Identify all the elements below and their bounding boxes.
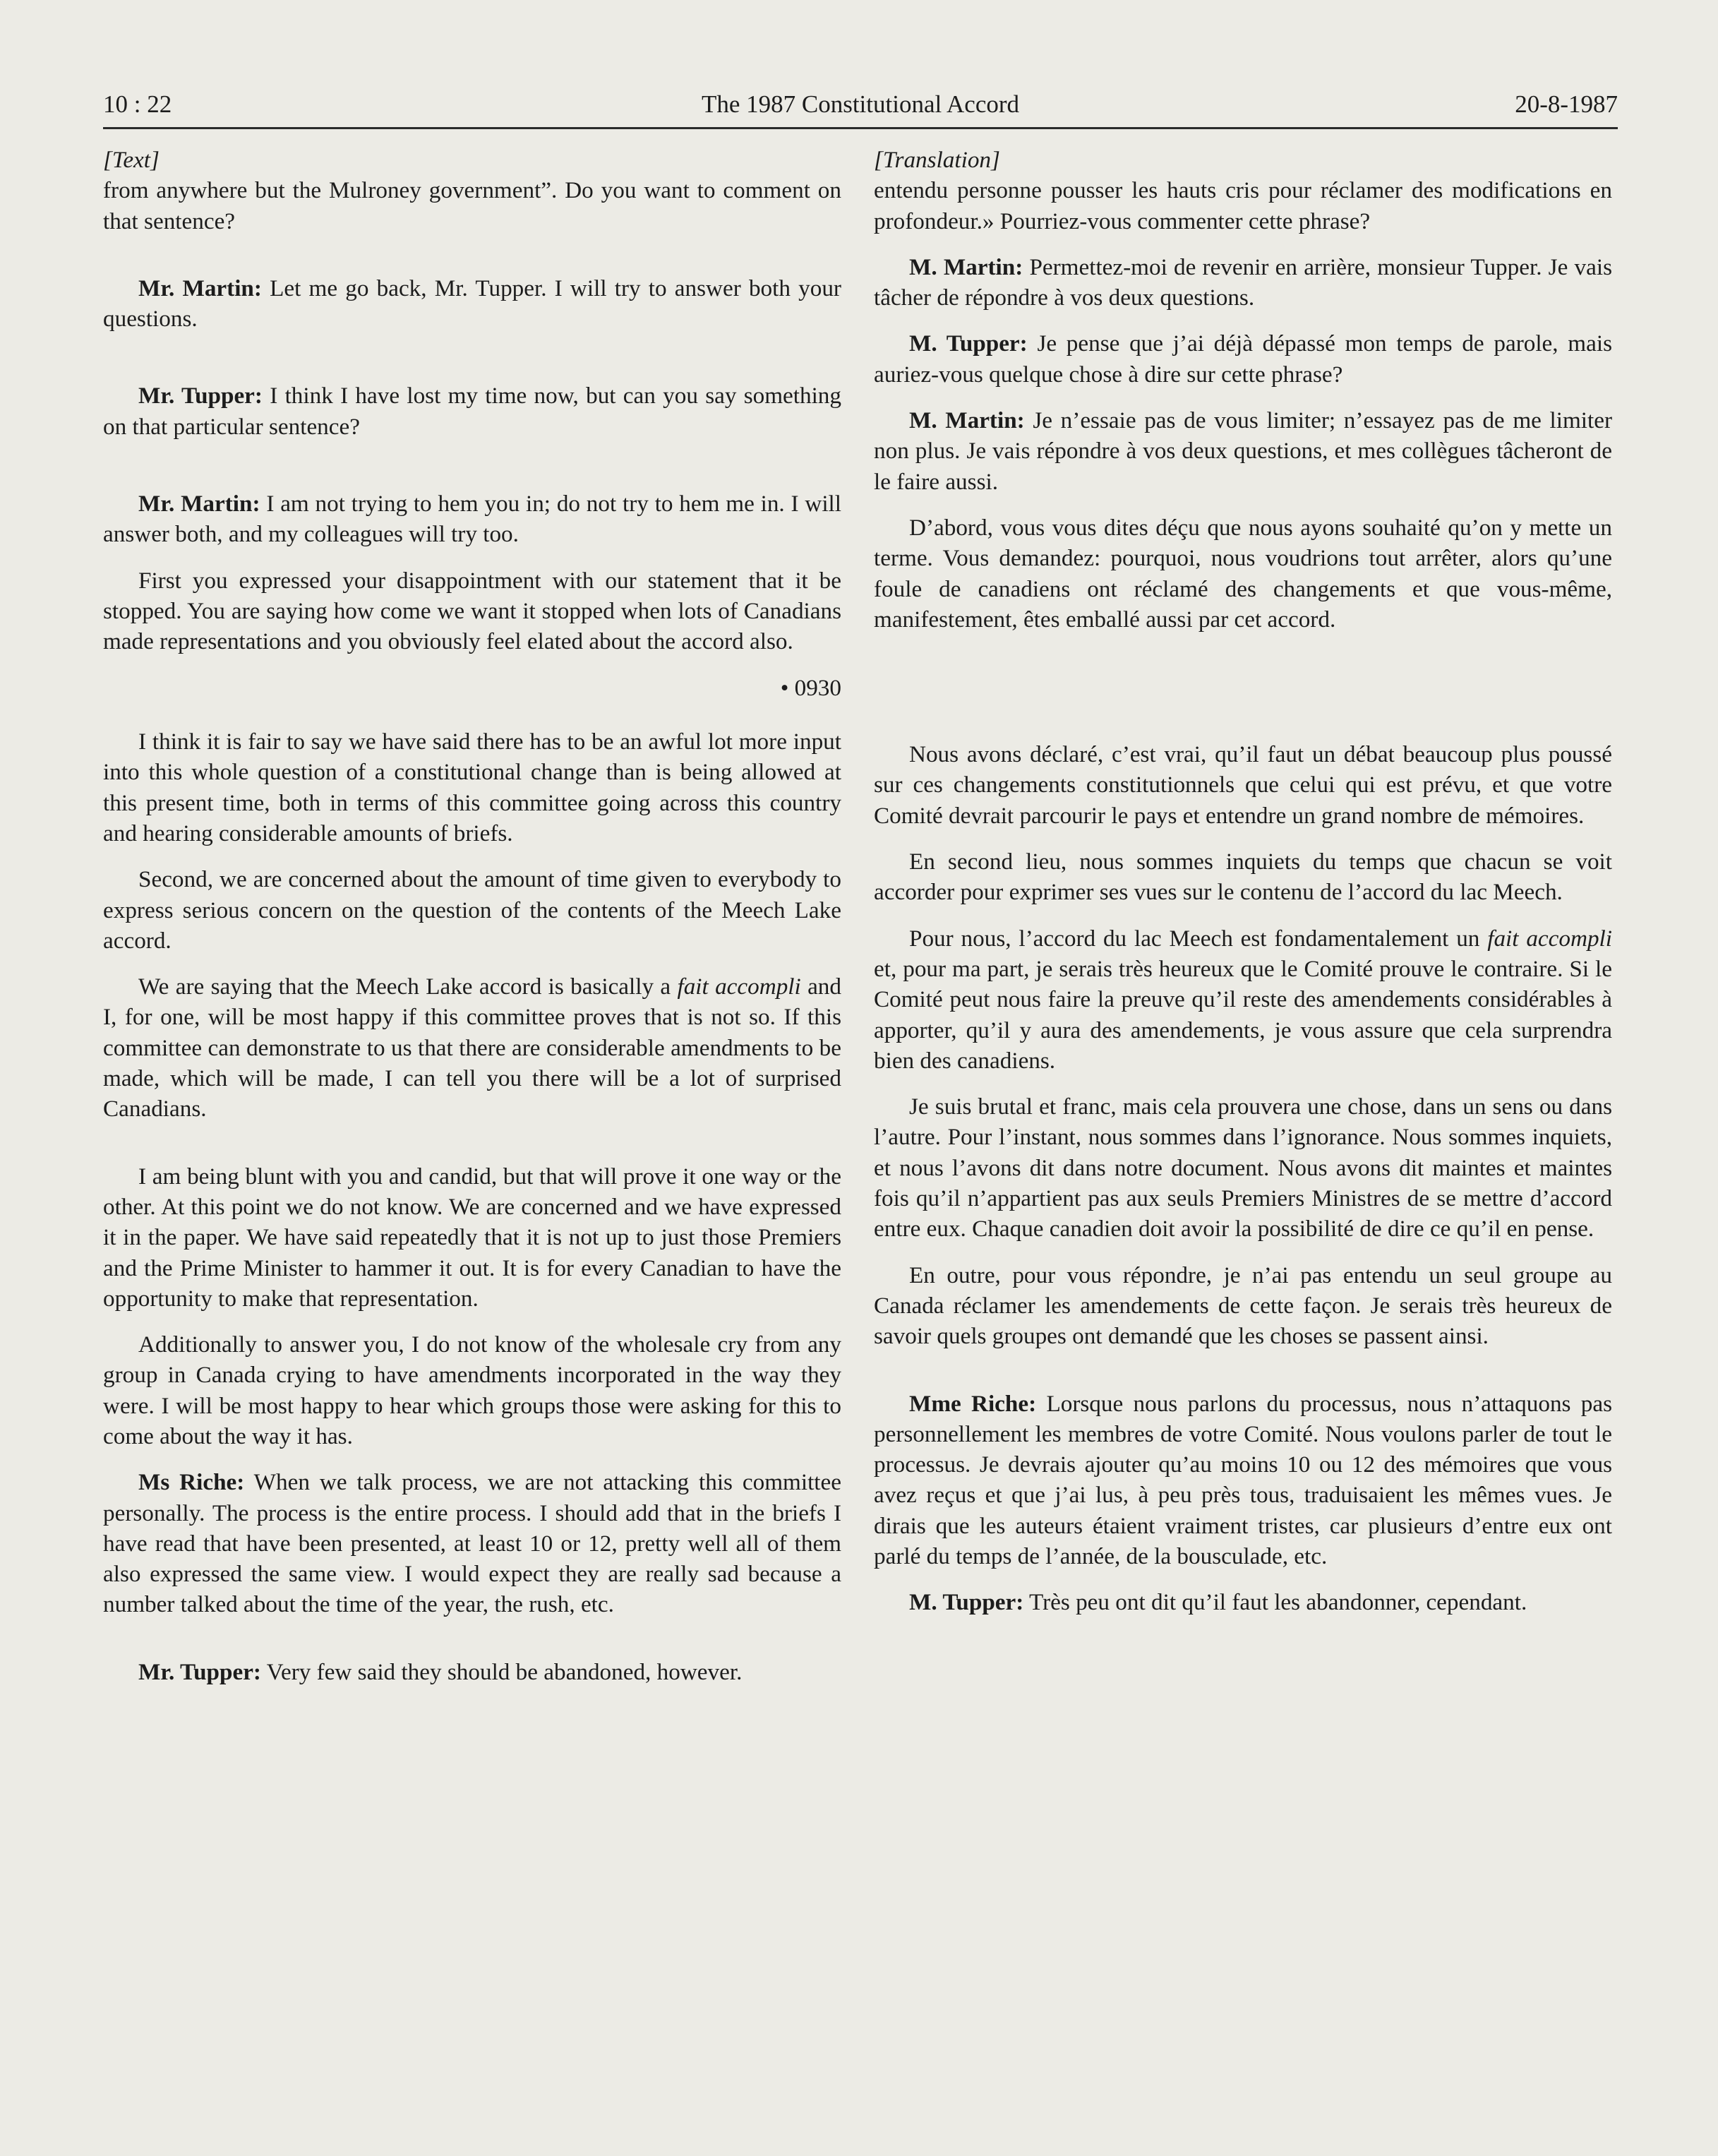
paragraph: We are saying that the Meech Lake accord is basically a fait accompli and I, for one, will be most happy if this committee proves that is not so. If this committee can demonstrate to us that there are considerable amendments to be made, which will be made, I can tell you there will be a lot of surprised Canadians. xyxy=(103,974,841,1122)
speech-text: Very few said they should be abandoned, however. xyxy=(260,1658,743,1685)
speech-text: Permettez-moi de revenir en arrière, monsieur Tupper. Je vais tâcher de répondre à vos deux questions. xyxy=(874,253,1612,311)
paragraph: Additionally to answer you, I do not know of the wholesale cry from any group in Canada crying to have amendments incorporated in the way they were. I will be most happy to hear which groups those were asking for this to come about the way it has. xyxy=(103,1331,841,1449)
speech-text: Let me go back, Mr. Tupper. I will try to answer both your questions. xyxy=(103,275,841,333)
publication-date: 20-8-1987 xyxy=(1515,90,1618,118)
speech-text: Je n’essaie pas de vous limiter; n’essayez pas de me limiter non plus. Je vais répondre à vos deux questions, et mes collègues tâcheront de le faire aussi. xyxy=(874,407,1612,495)
page-header xyxy=(103,85,1618,129)
paragraph xyxy=(103,489,841,550)
paragraph xyxy=(874,1389,1612,1572)
speaker-name: Mr. Tupper: xyxy=(138,1658,261,1685)
speaker-name: Mr. Martin: xyxy=(138,275,262,301)
speaker-name: Ms Riche: xyxy=(138,1469,245,1496)
paragraph: Nous avons déclaré, c’est vrai, qu’il faut un débat beaucoup plus poussé sur ces changements constitutionnels que celui qui est prévu, et que votre Comité devrait parcourir le pays et entendre un grand nombre de mémoires. xyxy=(874,741,1612,829)
paragraph: Je suis brutal et franc, mais cela prouvera une chose, dans un sens ou dans l’autre. Pour l’instant, nous sommes dans l’ignorance. Nous sommes inquiets, et nous l’avons dit dans notre document. Nous avons dit maintes et maintes fois qu’il n’appartient pas aux seuls Premiers Ministres de se mettre d’accord entre eux. Chaque canadien doit avoir la possibilité de dire ce qu’il en pense. xyxy=(874,1094,1612,1242)
text-label: [Text] xyxy=(103,147,160,173)
paragraph xyxy=(103,1467,841,1619)
paragraph xyxy=(874,405,1612,497)
paragraph xyxy=(103,1657,841,1687)
paragraph xyxy=(874,328,1612,390)
speaker-name: Mr. Martin: xyxy=(138,491,260,517)
column-gap xyxy=(874,635,1612,724)
paragraph: En outre, pour vous répondre, je n’ai pas entendu un seul groupe au Canada réclamer les amendements de cette façon. Je serais très heureux de savoir quels groupes ont demandé que les choses se passent ainsi. xyxy=(874,1262,1612,1350)
paragraph xyxy=(874,252,1612,313)
paragraph: En second lieu, nous sommes inquiets du temps que chacun se voit accorder pour exprimer ses vues sur le contenu de l’accord du lac Meech. xyxy=(874,849,1612,906)
time-marker: • 0930 xyxy=(780,674,841,701)
translation-label: [Translation] xyxy=(874,147,1000,173)
paragraph: D’abord, vous vous dites déçu que nous ayons souhaité qu’on y mette un terme. Vous demandez: pourquoi, nous voudrions tout arrêter, alors qu’une foule de canadiens ont réclamé des changements et que vous-même, manifestement, êtes emballé aussi par cet accord. xyxy=(874,514,1612,633)
paragraph: from anywhere but the Mulroney government”. Do you want to comment on that sentence? xyxy=(103,177,841,234)
french-column xyxy=(874,145,1612,1618)
paragraph: I am being blunt with you and candid, but that will prove it one way or the other. At this point we do not know. We are concerned and we have expressed it in the paper. We have said repeatedly that it is not up to just those Premiers and the Prime Minister to hammer it out. It is for every Canadian to have the opportunity to make that representation. xyxy=(103,1163,841,1312)
speech-text: I think I have lost my time now, but can you say something on that particular sentence? xyxy=(103,383,841,440)
paragraph: Second, we are concerned about the amount of time given to everybody to express serious concern on the question of the contents of the Meech Lake accord. xyxy=(103,866,841,954)
paragraph: First you expressed your disappointment with our statement that it be stopped. You are saying how come we want it stopped when lots of Canadians made representations and you obviously feel elated about the accord also. xyxy=(103,567,841,655)
paragraph: I think it is fair to say we have said there has to be an awful lot more input into this whole question of a constitutional change than is being allowed at this present time, both in terms of this committee going across this country and hearing considerable amounts of briefs. xyxy=(103,729,841,846)
speech-text: Lorsque nous parlons du processus, nous n’attaquons pas personnellement les membres de votre Comité. Nous voulons parler de tout le processus. Je devrais ajouter qu’au moins 10 ou 12 des mémoires que vous avez reçus et que j’ai lus, à peu près tous, traduisaient les mêmes vues. Je dirais que les auteurs étaient vraiment tristes, car plusieurs d’entre eux ont parlé du temps de l’année, de la bousculade, etc. xyxy=(874,1390,1612,1569)
speaker-name: M. Tupper: xyxy=(909,330,1028,357)
speech-text: Je pense que j’ai déjà dépassé mon temps de parole, mais auriez-vous quelque chose à dire sur cette phrase? xyxy=(874,330,1612,388)
paragraph xyxy=(103,273,841,335)
speaker-name: M. Martin: xyxy=(909,407,1025,434)
paragraph xyxy=(103,381,841,442)
italic-phrase: fait accompli xyxy=(1487,925,1612,952)
paragraph xyxy=(874,1587,1612,1617)
speech-text: Très peu ont dit qu’il faut les abandonner, cependant. xyxy=(1023,1589,1527,1616)
paragraph: Pour nous, l’accord du lac Meech est fondamentalement un fait accompli et, pour ma part, je serais très heureux que le Comité prouve le contraire. Si le Comité peut nous faire la preuve qu’il reste des amendements considérables à apporter, qu’il y aura des amendements, je vous assure que cela surprendra bien des canadiens. xyxy=(874,925,1612,1074)
italic-phrase: fait accompli xyxy=(677,974,801,1000)
english-column xyxy=(103,145,841,1687)
speaker-name: Mme Riche: xyxy=(909,1390,1037,1417)
page-number: 10 : 22 xyxy=(103,90,172,118)
speech-text: When we talk process, we are not attacking this committee personally. The process is the entire process. I should add that in the briefs I have read that have been presented, at least 10 or 12, pretty well all of them also expressed the same view. I would expect they are really sad because a number talked about the time of the year, the rush, etc. xyxy=(103,1469,841,1618)
speaker-name: Mr. Tupper: xyxy=(138,383,263,409)
speech-text: I am not trying to hem you in; do not try to hem me in. I will answer both, and my colleagues will try too. xyxy=(103,491,841,548)
publication-title: The 1987 Constitutional Accord xyxy=(701,90,1020,118)
paragraph: entendu personne pousser les hauts cris pour réclamer des modifications en profondeur.» Pourriez-vous commenter cette phrase? xyxy=(874,177,1612,234)
speaker-name: M. Tupper: xyxy=(909,1589,1024,1616)
speaker-name: M. Martin: xyxy=(909,253,1023,280)
